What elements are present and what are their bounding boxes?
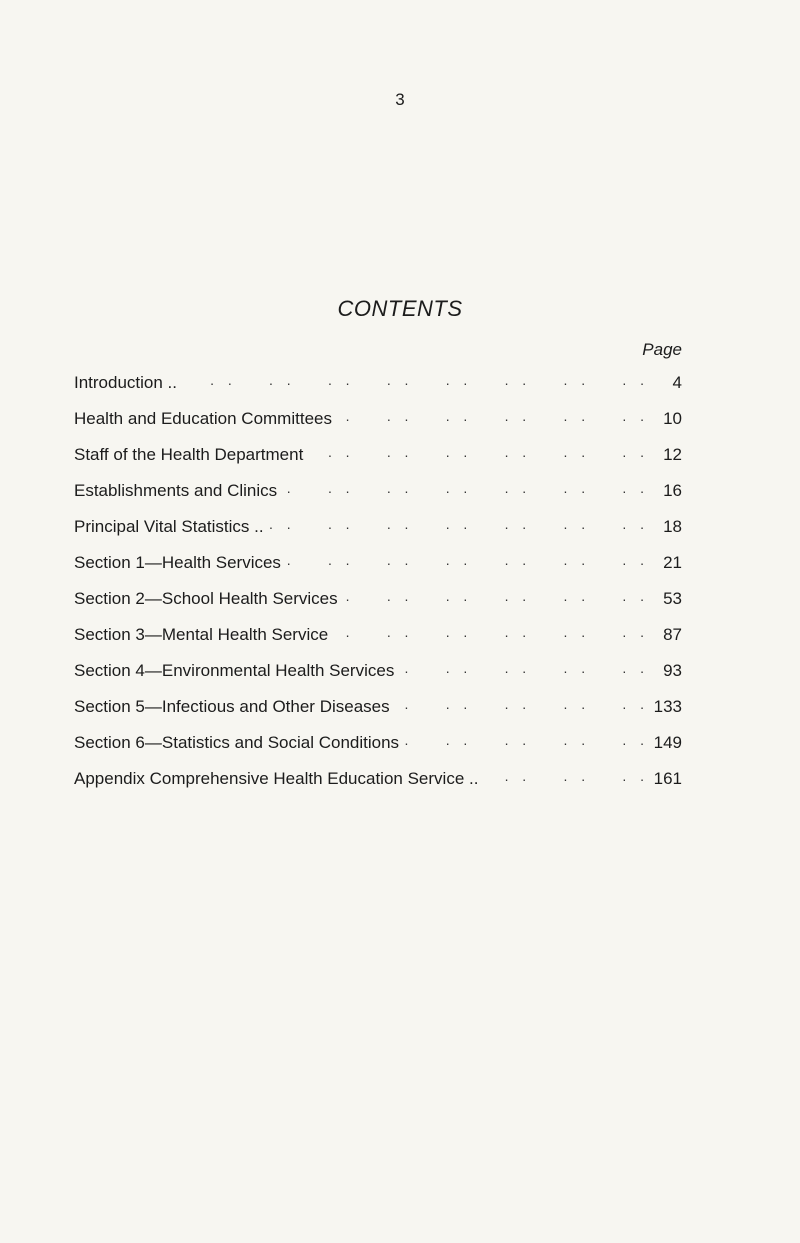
toc-entry-committees[interactable] (74, 408, 682, 444)
dot-leader (309, 444, 646, 460)
toc-entry-page: 4 (672, 373, 682, 392)
toc-entry-title: Principal Vital Statistics .. (74, 517, 264, 536)
toc-entry-title: Section 2—School Health Services (74, 589, 338, 608)
toc-entry-page: 87 (663, 625, 682, 644)
toc-entry-title: Appendix Comprehensive Health Education Service .. (74, 769, 479, 788)
toc-entry-page: 149 (653, 733, 682, 752)
dot-leader (287, 552, 646, 568)
toc-entry-section-3[interactable] (74, 624, 682, 660)
toc-entry-vital-statistics[interactable] (74, 516, 682, 552)
toc-entry-page: 93 (663, 661, 682, 680)
toc-entry-section-4[interactable] (74, 660, 682, 696)
dot-leader (338, 408, 646, 424)
toc-entry-page: 10 (663, 409, 682, 428)
dot-leader (484, 768, 646, 784)
toc-entry-title: Section 6—Statistics and Social Conditions (74, 733, 400, 752)
dot-leader (396, 696, 646, 712)
toc-entry-page: 12 (663, 445, 682, 464)
toc-entry-title: Health and Education Committees (74, 409, 332, 428)
page-number: 3 (395, 90, 405, 109)
page-column-header: Page (642, 340, 682, 359)
table-of-contents (74, 372, 682, 804)
toc-entry-page: 16 (663, 481, 682, 500)
dot-leader (283, 480, 646, 496)
toc-entry-page: 53 (663, 589, 682, 608)
toc-entry-title: Staff of the Health Department (74, 445, 304, 464)
toc-entry-staff[interactable] (74, 444, 682, 480)
toc-entry-section-1[interactable] (74, 552, 682, 588)
toc-entry-establishments[interactable] (74, 480, 682, 516)
toc-entry-title: Section 4—Environmental Health Services (74, 661, 395, 680)
toc-entry-section-2[interactable] (74, 588, 682, 624)
dot-leader (334, 624, 646, 640)
toc-entry-introduction[interactable] (74, 372, 682, 408)
toc-entry-title: Introduction .. (74, 373, 178, 392)
page-title: CONTENTS (337, 296, 463, 321)
toc-entry-page: 18 (663, 517, 682, 536)
dot-leader (183, 372, 646, 388)
toc-entry-page: 161 (653, 769, 682, 788)
toc-entry-section-6[interactable] (74, 732, 682, 768)
dot-leader (344, 588, 646, 604)
toc-entry-page: 21 (663, 553, 682, 572)
toc-entry-section-5[interactable] (74, 696, 682, 732)
dot-leader (400, 660, 646, 676)
toc-entry-title: Establishments and Clinics (74, 481, 278, 500)
toc-entry-title: Section 5—Infectious and Other Diseases (74, 697, 390, 716)
toc-entry-appendix[interactable] (74, 768, 682, 804)
toc-entry-title: Section 1—Health Services (74, 553, 281, 572)
toc-entry-title: Section 3—Mental Health Service (74, 625, 329, 644)
toc-entry-page: 133 (653, 697, 682, 716)
dot-leader (270, 516, 646, 532)
dot-leader (405, 732, 646, 748)
